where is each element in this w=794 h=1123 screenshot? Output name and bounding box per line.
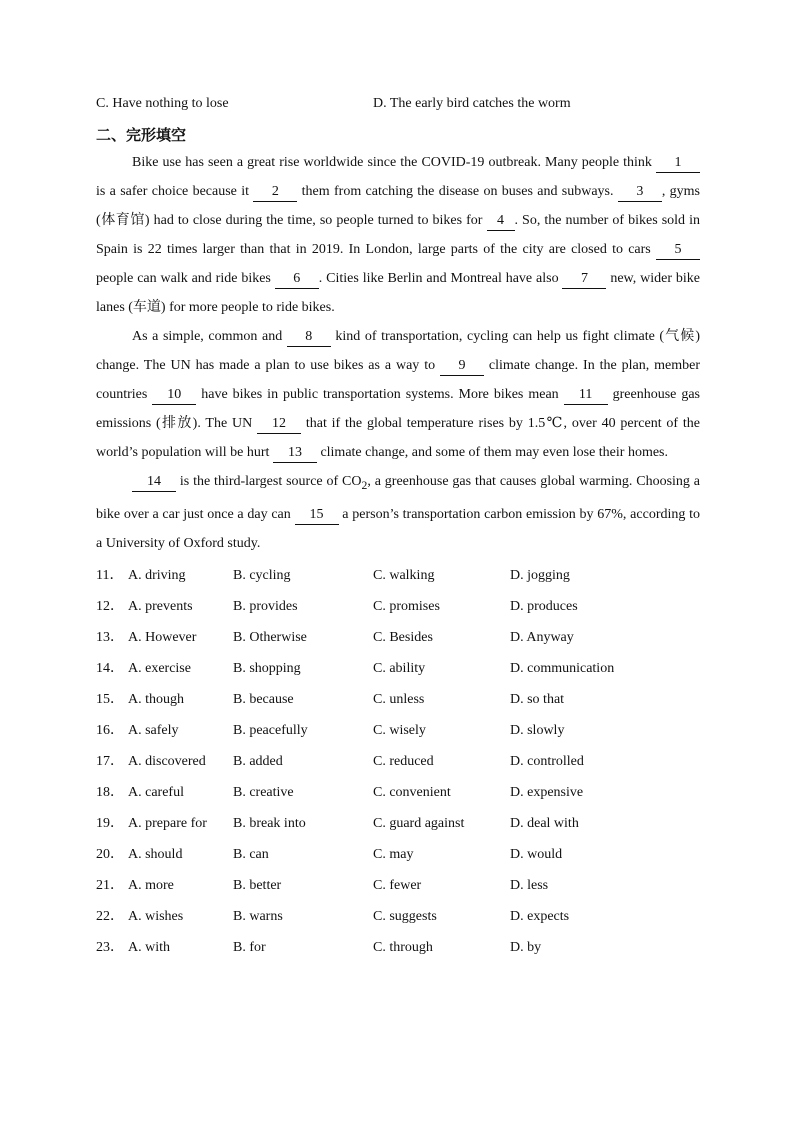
option-b: B. break into xyxy=(233,815,306,831)
passage-text: . Cities like Berlin and Montreal have also xyxy=(318,271,563,286)
option-c: C. suggests xyxy=(373,908,437,924)
blank-11: 11 xyxy=(564,386,608,405)
passage-text: have bikes in public transportation systems. More bikes mean xyxy=(196,387,564,402)
passage-paragraph-3 xyxy=(96,467,700,558)
blank-12: 12 xyxy=(257,415,301,434)
option-b: B. warns xyxy=(233,908,283,924)
blank-2: 2 xyxy=(253,183,297,202)
option-a: A. careful xyxy=(128,784,184,800)
question-number: 16． xyxy=(96,722,124,738)
option-c: C. promises xyxy=(373,598,440,614)
question-row xyxy=(96,684,700,715)
passage-text: climate change, and some of them may even lose their homes. xyxy=(316,445,668,460)
option-c: C. walking xyxy=(373,567,435,583)
passage-text: greenhouse gas emissions (排放). The UN xyxy=(96,387,700,431)
option-c: C. ability xyxy=(373,660,426,676)
question-number: 14． xyxy=(96,660,124,676)
passage-text: that if the global temperature rises by 1.5℃, over 40 percent of the world’s population will be hurt xyxy=(96,416,700,460)
question-row xyxy=(96,808,700,839)
option-a: A. driving xyxy=(128,567,186,583)
option-b: B. cycling xyxy=(233,567,291,583)
passage-paragraph-1 xyxy=(96,148,700,322)
option-a: A. prevents xyxy=(128,598,193,614)
option-a: A. exercise xyxy=(128,660,191,676)
question-number: 12． xyxy=(96,598,124,614)
blank-15: 15 xyxy=(295,506,339,525)
option-a: A. wishes xyxy=(128,908,184,924)
option-b: B. peacefully xyxy=(233,722,308,738)
question-list xyxy=(96,560,700,963)
question-number: 21． xyxy=(96,877,124,893)
blank-4: 4 xyxy=(487,212,515,231)
option-d: D. Anyway xyxy=(510,629,574,645)
option-d: D. so that xyxy=(510,691,565,707)
question-row xyxy=(96,653,700,684)
blank-8: 8 xyxy=(287,328,331,347)
option-b: B. better xyxy=(233,877,282,893)
option-c: C. convenient xyxy=(373,784,451,800)
option-c: C. Besides xyxy=(373,629,433,645)
option-d: D. The early bird catches the worm xyxy=(373,96,571,111)
passage-text: a person’s transportation carbon emission by 67%, according to a University of Oxford study. xyxy=(96,506,701,551)
option-a: A. However xyxy=(128,629,197,645)
blank-14: 14 xyxy=(132,473,176,492)
option-c: C. may xyxy=(373,846,414,862)
question-number: 17． xyxy=(96,753,124,769)
blank-9: 9 xyxy=(440,357,484,376)
question-row xyxy=(96,932,700,963)
option-b: B. Otherwise xyxy=(233,629,307,645)
question-number: 23． xyxy=(96,939,124,955)
question-row xyxy=(96,746,700,777)
question-row xyxy=(96,870,700,901)
option-b: B. can xyxy=(233,846,269,862)
passage-text: , gyms (体育馆) had to close during the time, so people turned to bikes for xyxy=(96,184,700,228)
section-title: 二、完形填空 xyxy=(96,126,187,144)
option-c: C. wisely xyxy=(373,722,426,738)
blank-13: 13 xyxy=(273,444,317,463)
passage-text: Bike use has seen a great rise worldwide since the COVID-19 outbreak. Many people think xyxy=(132,155,656,170)
option-d: D. would xyxy=(510,846,563,862)
question-number: 20． xyxy=(96,846,124,862)
question-row xyxy=(96,622,700,653)
passage-text: them from catching the disease on buses and subways. xyxy=(297,184,618,199)
passage-text: kind of transportation, cycling can help us fight climate (气候) change. The UN has made a plan to use bikes as a way to xyxy=(96,329,701,373)
option-b: B. creative xyxy=(233,784,294,800)
blank-10: 10 xyxy=(152,386,196,405)
option-b: B. provides xyxy=(233,598,298,614)
subscript: 2 xyxy=(361,478,368,492)
option-d: D. produces xyxy=(510,598,578,614)
option-a: A. more xyxy=(128,877,174,893)
previous-question-options xyxy=(96,96,700,118)
option-b: B. added xyxy=(233,753,283,769)
option-d: D. expensive xyxy=(510,784,584,800)
question-row xyxy=(96,777,700,808)
question-number: 13． xyxy=(96,629,124,645)
option-c: C. unless xyxy=(373,691,425,707)
question-row xyxy=(96,839,700,870)
option-c: C. guard against xyxy=(373,815,465,831)
option-c: C. Have nothing to lose xyxy=(96,96,229,111)
option-a: A. though xyxy=(128,691,184,707)
blank-5: 5 xyxy=(656,241,700,260)
option-a: A. should xyxy=(128,846,183,862)
option-d: D. less xyxy=(510,877,549,893)
option-a: A. safely xyxy=(128,722,179,738)
option-a: A. with xyxy=(128,939,170,955)
question-number: 19． xyxy=(96,815,124,831)
blank-1: 1 xyxy=(656,154,700,173)
blank-7: 7 xyxy=(562,270,606,289)
option-c: C. reduced xyxy=(373,753,434,769)
question-row xyxy=(96,560,700,591)
question-number: 22． xyxy=(96,908,124,924)
passage-text: climate change. In the plan, member countries xyxy=(96,358,700,402)
question-number: 18． xyxy=(96,784,124,800)
passage-text: people can walk and ride bikes xyxy=(96,271,275,286)
passage-text: new, wider bike lanes (车道) for more people to ride bikes. xyxy=(96,271,700,315)
option-d: D. expects xyxy=(510,908,570,924)
passage-text: is a safer choice because it xyxy=(96,184,254,199)
option-b: B. because xyxy=(233,691,294,707)
option-d: D. communication xyxy=(510,660,615,676)
option-d: D. by xyxy=(510,939,542,955)
passage-text: is the third-largest source of CO xyxy=(176,474,362,489)
option-d: D. deal with xyxy=(510,815,579,831)
question-row xyxy=(96,901,700,932)
option-c: C. through xyxy=(373,939,433,955)
option-a: A. discovered xyxy=(128,753,206,769)
option-b: B. for xyxy=(233,939,266,955)
question-number: 11． xyxy=(96,567,124,583)
blank-3: 3 xyxy=(618,183,662,202)
option-a: A. prepare for xyxy=(128,815,207,831)
worksheet-page xyxy=(96,96,700,963)
option-d: D. jogging xyxy=(510,567,570,583)
option-b: B. shopping xyxy=(233,660,301,676)
passage-text: As a simple, common and xyxy=(132,329,287,344)
passage-text: , a greenhouse gas that causes global warming. Choosing a bike over a car just once a day can xyxy=(96,474,700,522)
option-d: D. slowly xyxy=(510,722,565,738)
passage-paragraph-2 xyxy=(96,322,700,467)
question-number: 15． xyxy=(96,691,124,707)
option-d: D. controlled xyxy=(510,753,584,769)
option-c: C. fewer xyxy=(373,877,422,893)
passage-text: . So, the number of bikes sold in Spain is 22 times larger than that in 2019. In London, large parts of the city are closed to cars xyxy=(96,213,700,257)
question-row xyxy=(96,715,700,746)
question-row xyxy=(96,591,700,622)
blank-6: 6 xyxy=(275,270,319,289)
